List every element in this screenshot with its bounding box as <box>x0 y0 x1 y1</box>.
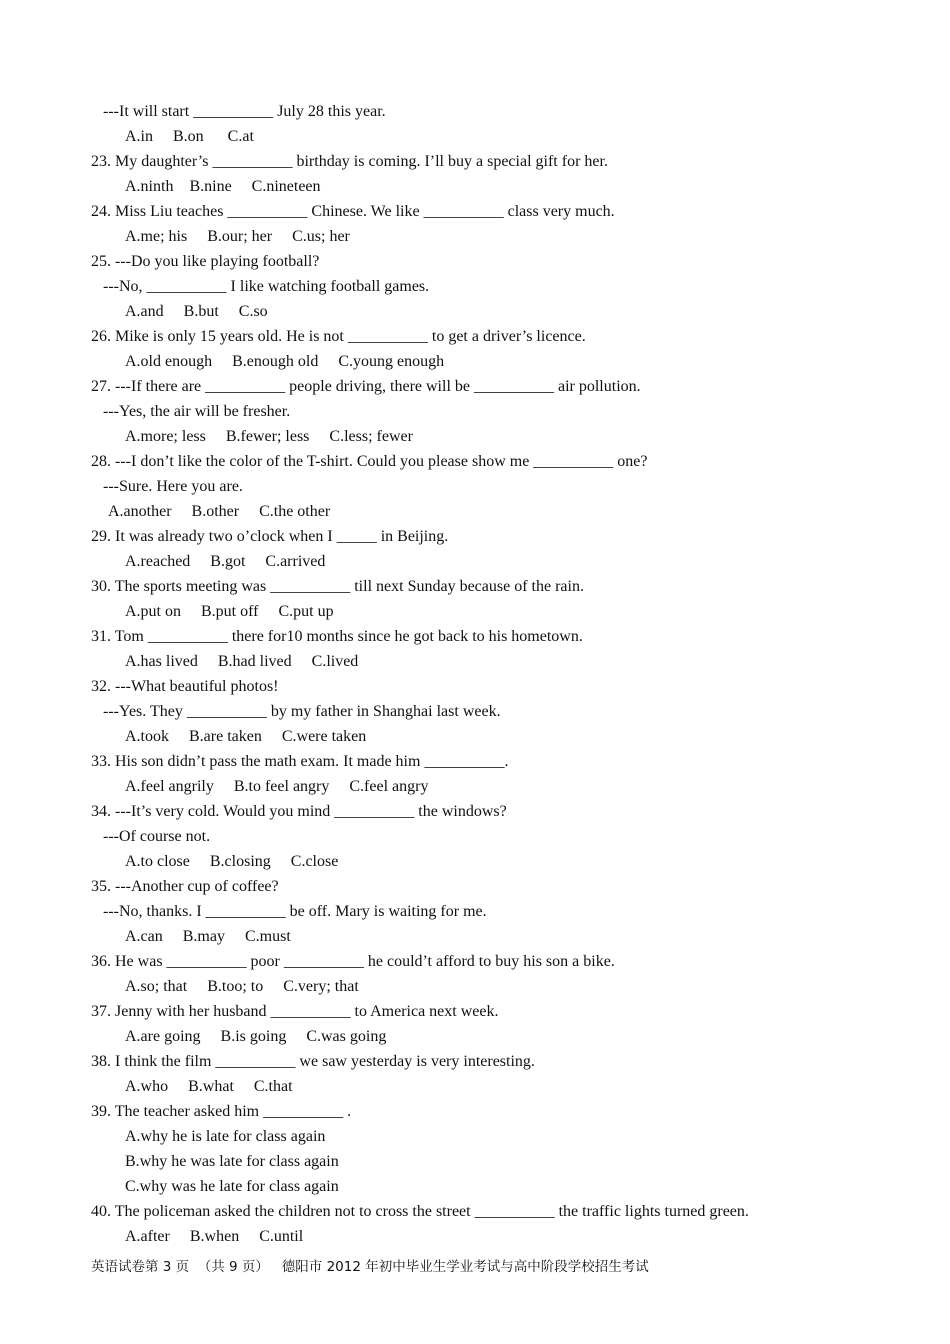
dialogue-line: ---Sure. Here you are. <box>103 478 243 495</box>
options-line: A.who B.what C.that <box>125 1078 293 1095</box>
question-line: 40. The policeman asked the children not to cross the street __________ the traffic lights turned green. <box>91 1203 749 1220</box>
question-line: 32. ---What beautiful photos! <box>91 678 279 695</box>
options-line: A.are going B.is going C.was going <box>125 1028 387 1045</box>
question-line: 39. The teacher asked him __________ . <box>91 1103 352 1120</box>
options-line: A.reached B.got C.arrived <box>125 553 326 570</box>
dialogue-line: ---Yes. They __________ by my father in Shanghai last week. <box>103 703 501 720</box>
options-line: A.put on B.put off C.put up <box>125 603 334 620</box>
options-line: A.feel angrily B.to feel angry C.feel angry <box>125 778 429 795</box>
options-line: A.can B.may C.must <box>125 928 291 945</box>
options-line: A.another B.other C.the other <box>108 503 331 520</box>
options-line: A.more; less B.fewer; less C.less; fewer <box>125 428 413 445</box>
question-line: ---It will start __________ July 28 this year. <box>103 103 386 120</box>
options-line: A.after B.when C.until <box>125 1228 304 1245</box>
question-line: 25. ---Do you like playing football? <box>91 253 320 270</box>
question-line: 30. The sports meeting was __________ till next Sunday because of the rain. <box>91 578 584 595</box>
question-line: 36. He was __________ poor __________ he could’t afford to buy his son a bike. <box>91 953 615 970</box>
options-line: A.to close B.closing C.close <box>125 853 339 870</box>
dialogue-line: ---Yes, the air will be fresher. <box>103 403 291 420</box>
options-line: A.me; his B.our; her C.us; her <box>125 228 350 245</box>
question-line: 27. ---If there are __________ people driving, there will be __________ air pollution. <box>91 378 641 395</box>
question-line: 26. Mike is only 15 years old. He is not __________ to get a driver’s licence. <box>91 328 586 345</box>
question-line: 35. ---Another cup of coffee? <box>91 878 279 895</box>
page-footer: 英语试卷第 3 页 （共 9 页） 德阳市 2012 年初中毕业生学业考试与高中阶段学校招生考试 <box>91 1259 649 1275</box>
option-line: B.why he was late for class again <box>125 1153 339 1170</box>
question-line: 34. ---It’s very cold. Would you mind __________ the windows? <box>91 803 507 820</box>
option-line: C.why was he late for class again <box>125 1178 339 1195</box>
question-line: 31. Tom __________ there for10 months since he got back to his hometown. <box>91 628 583 645</box>
question-line: 29. It was already two o’clock when I _____ in Beijing. <box>91 528 449 545</box>
question-line: 24. Miss Liu teaches __________ Chinese. We like __________ class very much. <box>91 203 615 220</box>
question-line: 28. ---I don’t like the color of the T-shirt. Could you please show me __________ one? <box>91 453 648 470</box>
options-line: A.in B.on C.at <box>125 128 254 145</box>
options-line: A.old enough B.enough old C.young enough <box>125 353 445 370</box>
options-line: A.took B.are taken C.were taken <box>125 728 367 745</box>
option-line: A.why he is late for class again <box>125 1128 326 1145</box>
dialogue-line: ---No, thanks. I __________ be off. Mary is waiting for me. <box>103 903 487 920</box>
question-line: 33. His son didn’t pass the math exam. It made him __________. <box>91 753 509 770</box>
options-line: A.so; that B.too; to C.very; that <box>125 978 359 995</box>
question-line: 37. Jenny with her husband __________ to America next week. <box>91 1003 499 1020</box>
dialogue-line: ---Of course not. <box>103 828 211 845</box>
question-line: 38. I think the film __________ we saw yesterday is very interesting. <box>91 1053 535 1070</box>
options-line: A.and B.but C.so <box>125 303 268 320</box>
question-line: 23. My daughter’s __________ birthday is coming. I’ll buy a special gift for her. <box>91 153 608 170</box>
options-line: A.has lived B.had lived C.lived <box>125 653 359 670</box>
dialogue-line: ---No, __________ I like watching football games. <box>103 278 430 295</box>
options-line: A.ninth B.nine C.nineteen <box>125 178 321 195</box>
